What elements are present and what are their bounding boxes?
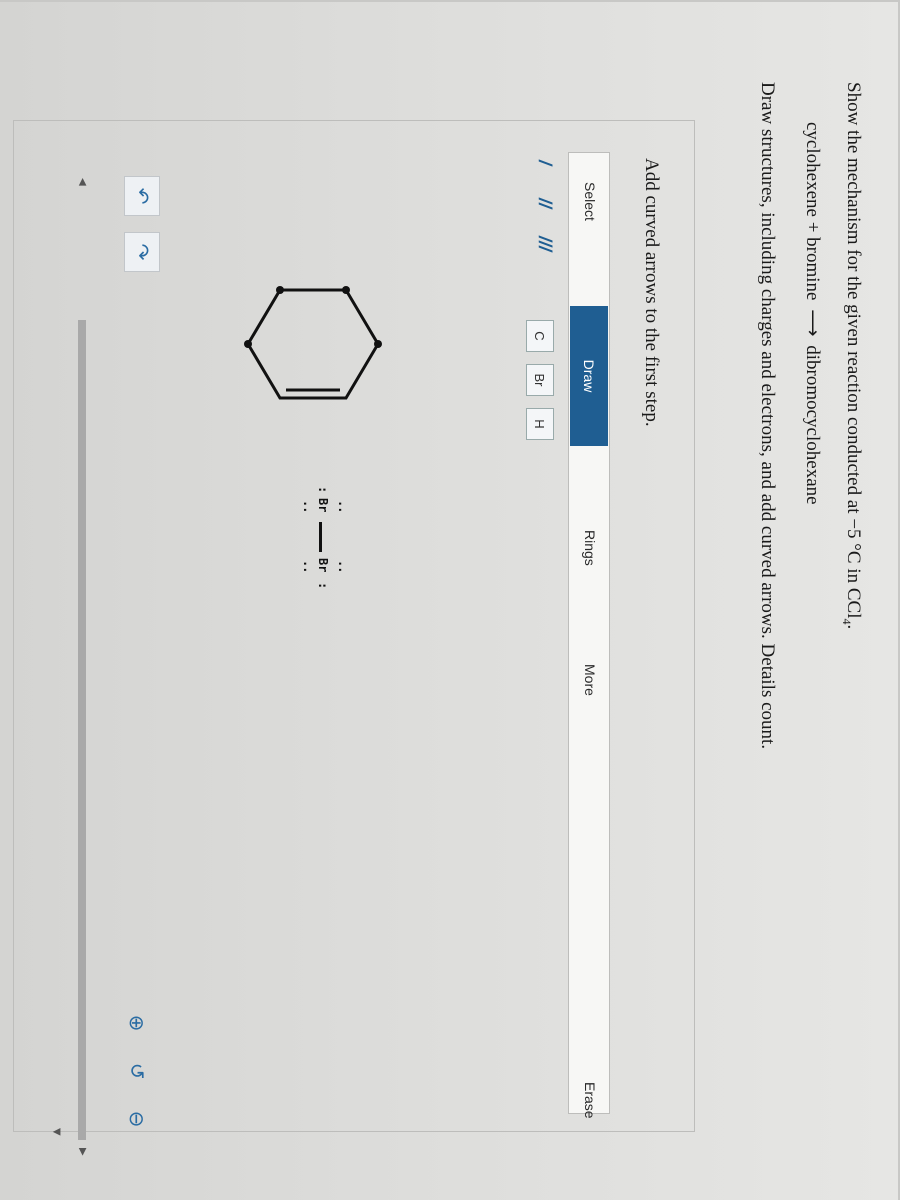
bromine-atom-left[interactable]: Br	[316, 498, 330, 513]
tab-select[interactable]: Select	[582, 182, 598, 221]
instructions: Draw structures, including charges and electrons, and add curved arrows. Details count.	[757, 82, 778, 750]
br-br-bond	[319, 522, 322, 552]
lone-pair: ··	[333, 560, 347, 573]
lone-pair: ··	[298, 560, 312, 573]
hydrogen-atom-tool[interactable]: H	[526, 408, 554, 440]
undo-icon[interactable]: ↶	[124, 176, 160, 216]
bromine-atom-right[interactable]: Br	[316, 558, 330, 573]
reactants: cyclohexene + bromine	[802, 122, 823, 301]
scroll-right-arrow[interactable]: ▶	[77, 1148, 88, 1156]
lone-pair: :	[316, 486, 330, 494]
carbon-atom-tool[interactable]: C	[526, 320, 554, 352]
redo-icon[interactable]: ↷	[124, 232, 160, 272]
ring-atom[interactable]	[374, 340, 382, 348]
left-edge	[0, 0, 900, 2]
ring-atom[interactable]	[276, 286, 284, 294]
cyclohexene-ring	[248, 290, 378, 398]
scroll-down-arrow[interactable]: ▼	[51, 1128, 62, 1136]
scroll-left-arrow[interactable]: ◀	[77, 178, 88, 186]
reaction-equation	[801, 122, 824, 505]
tab-erase[interactable]: Erase	[582, 1082, 598, 1119]
reset-view-icon[interactable]: ↺	[125, 1062, 149, 1080]
lone-pair: ··	[298, 500, 312, 513]
single-bond-tool[interactable]: /	[535, 160, 555, 166]
products: dibromocyclohexane	[802, 345, 823, 505]
zoom-in-icon[interactable]: ⊕	[125, 1014, 149, 1032]
lone-pair: :	[316, 582, 330, 590]
ring-atom[interactable]	[244, 340, 252, 348]
tab-more[interactable]: More	[582, 664, 598, 696]
task-instruction: Add curved arrows to the first step.	[641, 158, 662, 427]
ring-atom[interactable]	[342, 286, 350, 294]
cyclohexene-structure[interactable]	[220, 270, 390, 420]
double-bond-tool[interactable]: //	[535, 198, 555, 209]
bromine-molecule[interactable]	[292, 478, 352, 628]
lone-pair: ··	[333, 500, 347, 513]
tool-tabs	[568, 152, 610, 1114]
reaction-arrow: ⟶	[802, 309, 823, 337]
tab-rings[interactable]: Rings	[582, 530, 598, 566]
tab-draw[interactable]: Draw	[570, 306, 608, 446]
question-prompt: Show the mechanism for the given reaction conducted at −5 °C in CCl$_4$.	[840, 82, 864, 630]
triple-bond-tool[interactable]: ///	[535, 236, 555, 252]
zoom-out-icon[interactable]: ⊖	[125, 1110, 149, 1128]
bromine-atom-tool[interactable]: Br	[526, 364, 554, 396]
horizontal-scrollbar-thumb[interactable]	[78, 320, 86, 1140]
